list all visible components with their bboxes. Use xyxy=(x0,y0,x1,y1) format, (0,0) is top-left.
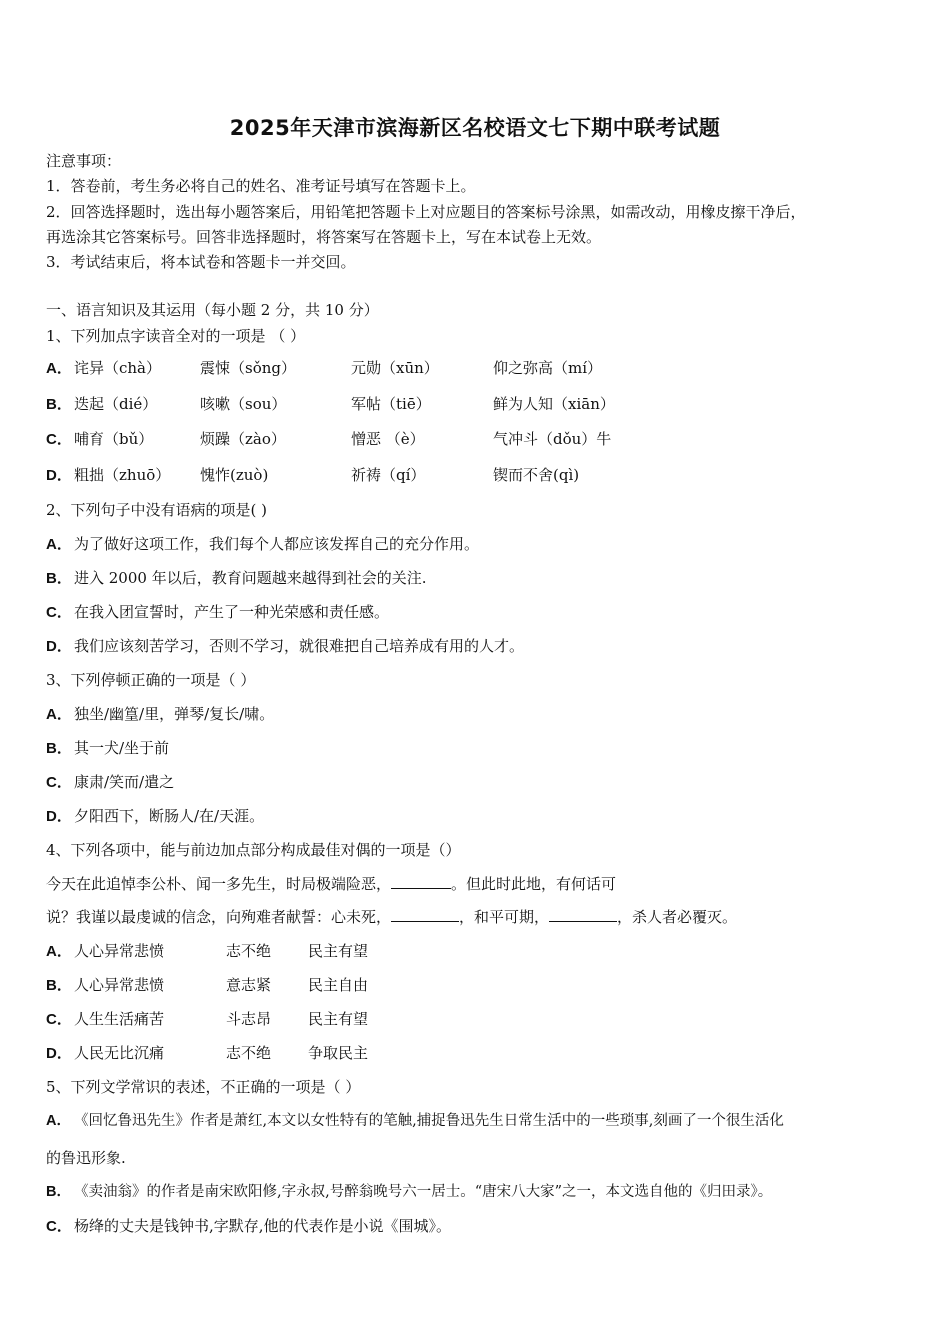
option-label: D． xyxy=(46,808,72,825)
option-label: A． xyxy=(46,943,72,960)
answer-blank xyxy=(391,874,451,889)
option-label: B． xyxy=(46,396,72,413)
q5-option-b[interactable] xyxy=(46,1182,772,1202)
option-label: D． xyxy=(46,467,72,484)
q2-option-a[interactable] xyxy=(46,534,479,555)
q4-option-c[interactable] xyxy=(46,1009,546,1030)
option-item: 锲而不舍(qì) xyxy=(493,466,580,484)
q1-option-a[interactable] xyxy=(46,358,746,379)
option-label: B． xyxy=(46,1184,71,1200)
q4-stem: 4、下列各项中，能与前边加点部分构成最佳对偶的一项是（） xyxy=(46,841,461,859)
option-item: 祈祷（qí） xyxy=(351,466,426,484)
notice-item-3: 3．考试结束后，将本试卷和答题卡一并交回。 xyxy=(46,253,356,271)
option-item: 愧怍(zuò) xyxy=(200,466,269,484)
option-label: C． xyxy=(46,1011,72,1028)
option-label: A． xyxy=(46,360,72,377)
option-label: B． xyxy=(46,570,72,587)
option-item: 哺育（bǔ） xyxy=(74,430,154,448)
option-item: 人生生活痛苦 xyxy=(74,1010,165,1028)
option-label: B． xyxy=(46,977,72,994)
option-item: 震悚（sǒng） xyxy=(200,359,296,377)
q1-option-b[interactable] xyxy=(46,394,746,415)
option-item: 斗志昂 xyxy=(226,1010,272,1028)
q1-option-d[interactable] xyxy=(46,465,746,486)
notice-item-2-cont: 再选涂其它答案标号。回答非选择题时，将答案写在答题卡上，写在本试卷上无效。 xyxy=(46,228,602,246)
option-label: A． xyxy=(46,536,72,553)
q3-option-d[interactable] xyxy=(46,806,264,827)
option-label: A． xyxy=(46,706,72,723)
option-item: 志不绝 xyxy=(226,1044,272,1062)
option-text: 其一犬/坐于前 xyxy=(74,739,170,757)
option-label: B． xyxy=(46,740,72,757)
option-text: 为了做好这项工作，我们每个人都应该发挥自己的充分作用。 xyxy=(74,535,480,553)
option-item: 烦躁（zào） xyxy=(200,430,286,448)
option-item: 争取民主 xyxy=(308,1044,369,1062)
notice-heading: 注意事项： xyxy=(46,152,122,170)
option-label: D． xyxy=(46,1045,72,1062)
option-text: 杨绛的丈夫是钱钟书,字默存,他的代表作是小说《围城》。 xyxy=(74,1217,452,1235)
option-label: C． xyxy=(46,1218,72,1235)
option-item: 仰之弥高（mí） xyxy=(493,359,603,377)
option-text: 进入 2000 年以后，教育问题越来越得到社会的关注. xyxy=(74,569,427,587)
q5-stem: 5、下列文学常识的表述，不正确的一项是（ ） xyxy=(46,1078,361,1096)
page-title: 2025年天津市滨海新区名校语文七下期中联考试题 xyxy=(229,116,721,140)
option-item: 咳嗽（sou） xyxy=(200,395,287,413)
option-item: 民主有望 xyxy=(308,1010,369,1028)
q3-stem: 3、下列停顿正确的一项是（ ） xyxy=(46,671,256,689)
passage-text: 今天在此追悼李公朴、闻一多先生，时局极端险恶， xyxy=(46,875,392,893)
option-item: 迭起（dié） xyxy=(74,395,158,413)
option-label: A． xyxy=(46,1113,71,1129)
option-text: 《卖油翁》的作者是南宋欧阳修,字永叔,号醉翁晚号六一居士。“唐宋八大家”之一，本文选自他的《归田录》。 xyxy=(74,1184,773,1200)
q1-stem: 1、下列加点字读音全对的一项是 （ ） xyxy=(46,327,306,345)
q4-option-b[interactable] xyxy=(46,975,546,996)
option-item: 鲜为人知（xiān） xyxy=(493,395,615,413)
option-item: 人心异常悲愤 xyxy=(74,942,165,960)
notice-item-2: 2．回答选择题时，选出每小题答案后，用铅笔把答题卡上对应题目的答案标号涂黑，如需改动，用橡皮擦干净后， xyxy=(46,203,806,221)
answer-blank xyxy=(549,907,617,922)
q3-option-c[interactable] xyxy=(46,772,174,793)
option-label: C． xyxy=(46,431,72,448)
answer-blank xyxy=(391,907,459,922)
q4-passage-line-2 xyxy=(46,907,737,927)
q2-option-b[interactable] xyxy=(46,568,426,589)
q5-option-a[interactable] xyxy=(46,1111,784,1131)
q2-option-c[interactable] xyxy=(46,602,389,623)
q4-passage-line-1 xyxy=(46,874,616,894)
option-item: 人心异常悲愤 xyxy=(74,976,165,994)
q1-option-c[interactable] xyxy=(46,429,746,450)
option-text: 独坐/幽篁/里，弹琴/复长/啸。 xyxy=(74,705,275,723)
q4-option-a[interactable] xyxy=(46,941,546,962)
option-item: 民主自由 xyxy=(308,976,369,994)
q5-option-c[interactable] xyxy=(46,1216,451,1237)
passage-text: 。但此时此地，有何话可 xyxy=(451,875,617,893)
q5-option-a-cont: 的鲁迅形象. xyxy=(46,1149,126,1167)
option-label: C． xyxy=(46,604,72,621)
option-item: 人民无比沉痛 xyxy=(74,1044,165,1062)
q2-stem: 2、下列句子中没有语病的项是( ) xyxy=(46,501,268,519)
option-item: 民主有望 xyxy=(308,942,369,960)
option-label: D． xyxy=(46,638,72,655)
q3-option-b[interactable] xyxy=(46,738,169,759)
q3-option-a[interactable] xyxy=(46,704,274,725)
option-text: 夕阳西下，断肠人/在/天涯。 xyxy=(74,807,265,825)
option-item: 粗拙（zhuō） xyxy=(74,466,171,484)
option-text: 我们应该刻苦学习，否则不学习，就很难把自己培养成有用的人才。 xyxy=(74,637,525,655)
option-item: 气冲斗（dǒu）牛 xyxy=(493,430,612,448)
passage-text: ，和平可期， xyxy=(459,908,550,926)
option-item: 元勋（xūn） xyxy=(351,359,439,377)
option-text: 康肃/笑而/遣之 xyxy=(74,773,175,791)
q2-option-d[interactable] xyxy=(46,636,524,657)
q4-option-d[interactable] xyxy=(46,1043,546,1064)
option-item: 志不绝 xyxy=(226,942,272,960)
option-item: 意志紧 xyxy=(226,976,272,994)
section-heading: 一、语言知识及其运用（每小题 2 分，共 10 分） xyxy=(46,301,379,319)
notice-item-1: 1．答卷前，考生务必将自己的姓名、准考证号填写在答题卡上。 xyxy=(46,177,476,195)
passage-text: ，杀人者必覆灭。 xyxy=(617,908,738,926)
option-text: 在我入团宣誓时，产生了一种光荣感和责任感。 xyxy=(74,603,390,621)
passage-text: 说？我谨以最虔诚的信念，向殉难者献誓：心未死， xyxy=(46,908,392,926)
option-item: 诧异（chà） xyxy=(74,359,162,377)
option-item: 憎恶 （è） xyxy=(351,430,425,448)
option-text: 《回忆鲁迅先生》作者是萧红,本文以女性特有的笔触,捕捉鲁迅先生日常生活中的一些琐事,刻画了一个很生活化 xyxy=(74,1113,784,1129)
option-label: C． xyxy=(46,774,72,791)
option-item: 军帖（tiē） xyxy=(351,395,431,413)
